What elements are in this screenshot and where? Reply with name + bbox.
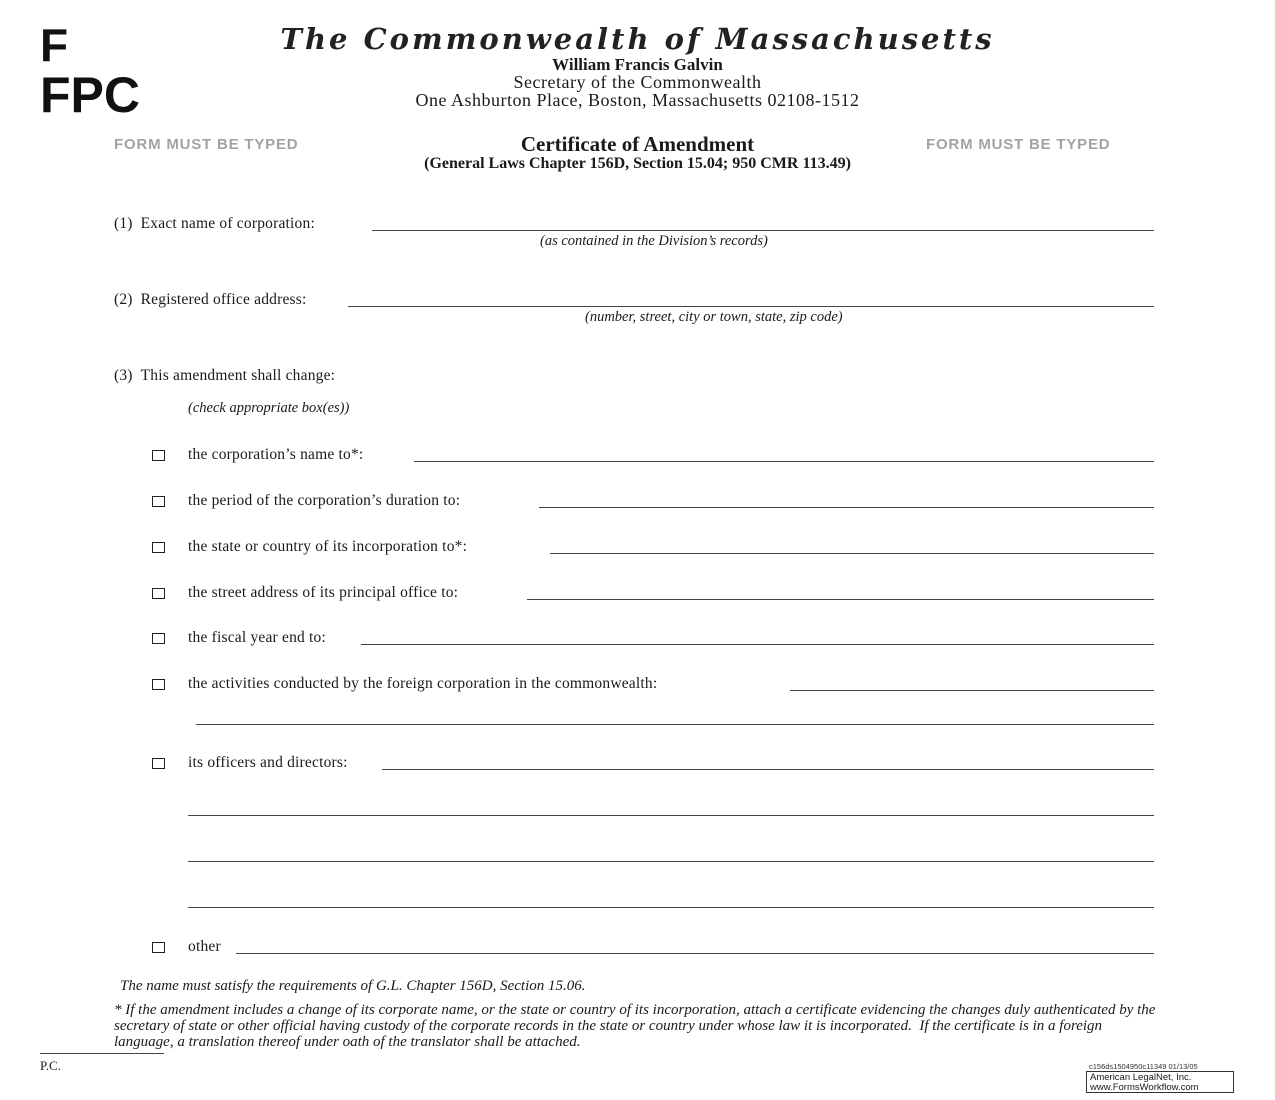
activities-checkbox[interactable]: [152, 679, 165, 690]
must-be-typed-left: FORM MUST BE TYPED: [114, 136, 299, 153]
name-change-field[interactable]: [414, 461, 1154, 462]
other-checkbox[interactable]: [152, 942, 165, 953]
secretary-name: William Francis Galvin: [552, 55, 723, 74]
fiscal-year-field[interactable]: [361, 644, 1154, 645]
incorporation-state-checkbox[interactable]: [152, 542, 165, 553]
corporation-name-hint: (as contained in the Division’s records): [540, 233, 768, 249]
secretary-title: Secretary of the Commonwealth: [513, 72, 762, 92]
publisher-name: American LegalNet, Inc.: [1090, 1072, 1192, 1083]
form-subtitle: (General Laws Chapter 156D, Section 15.04; 950 CMR 113.49): [424, 155, 851, 172]
registered-office-label: (2) Registered office address:: [114, 291, 307, 308]
attachment-note: * If the amendment includes a change of its corporate name, or the state or country of its incorporation, attach a certificate evidencing the changes duly authenticated by the secretary of state or other official having custody of the corporate records in the state or country under whose law it is incorporated. If the certificate is in a foreign language, a translation thereof under oath of the translator shall be attached.: [114, 1002, 1156, 1050]
name-change-label: the corporation’s name to*:: [188, 446, 364, 463]
name-requirement-note: The name must satisfy the requirements of G.L. Chapter 156D, Section 15.06.: [120, 978, 586, 994]
principal-office-label: the street address of its principal office to:: [188, 584, 459, 601]
officers-directors-line-4[interactable]: [188, 907, 1154, 908]
other-field[interactable]: [236, 953, 1154, 954]
corporation-name-field[interactable]: [372, 230, 1154, 231]
incorporation-state-label: the state or country of its incorporation to*:: [188, 538, 468, 555]
amendment-instruction: (check appropriate box(es)): [188, 400, 350, 416]
activities-field-continued[interactable]: [196, 724, 1154, 725]
officers-directors-line-2[interactable]: [188, 815, 1154, 816]
publisher-stamp: [1086, 1071, 1234, 1093]
fiscal-year-label: the fiscal year end to:: [188, 629, 327, 646]
amendment-label: (3) This amendment shall change:: [114, 367, 336, 384]
name-change-checkbox[interactable]: [152, 450, 165, 461]
form-title: Certificate of Amendment: [520, 132, 755, 156]
pc-label: P.C.: [40, 1058, 61, 1073]
office-address: One Ashburton Place, Boston, Massachusetts 02108-1512: [415, 90, 860, 110]
pc-divider: [40, 1053, 164, 1054]
principal-office-field[interactable]: [527, 599, 1154, 600]
activities-field[interactable]: [790, 690, 1154, 691]
duration-change-checkbox[interactable]: [152, 496, 165, 507]
principal-office-checkbox[interactable]: [152, 588, 165, 599]
officers-directors-checkbox[interactable]: [152, 758, 165, 769]
commonwealth-title: The Commonwealth of Massachusetts: [280, 22, 995, 56]
incorporation-state-field[interactable]: [550, 553, 1154, 554]
registered-office-hint: (number, street, city or town, state, zip code): [585, 309, 843, 325]
other-label: other: [188, 938, 221, 955]
duration-change-label: the period of the corporation’s duration to:: [188, 492, 461, 509]
must-be-typed-right: FORM MUST BE TYPED: [926, 136, 1111, 153]
form-code-fpc: FPC: [40, 67, 140, 123]
officers-directors-line-3[interactable]: [188, 861, 1154, 862]
officers-directors-label: its officers and directors:: [188, 754, 348, 771]
officers-directors-field[interactable]: [382, 769, 1154, 770]
form-id: c156ds1504950c11349 01/13/05: [1089, 1062, 1198, 1071]
fiscal-year-checkbox[interactable]: [152, 633, 165, 644]
activities-label: the activities conducted by the foreign corporation in the commonwealth:: [188, 675, 658, 692]
form-code-f: F: [40, 19, 69, 71]
registered-office-field[interactable]: [348, 306, 1154, 307]
duration-change-field[interactable]: [539, 507, 1154, 508]
publisher-website[interactable]: www.FormsWorkflow.com: [1090, 1082, 1199, 1093]
corporation-name-label: (1) Exact name of corporation:: [114, 215, 315, 232]
